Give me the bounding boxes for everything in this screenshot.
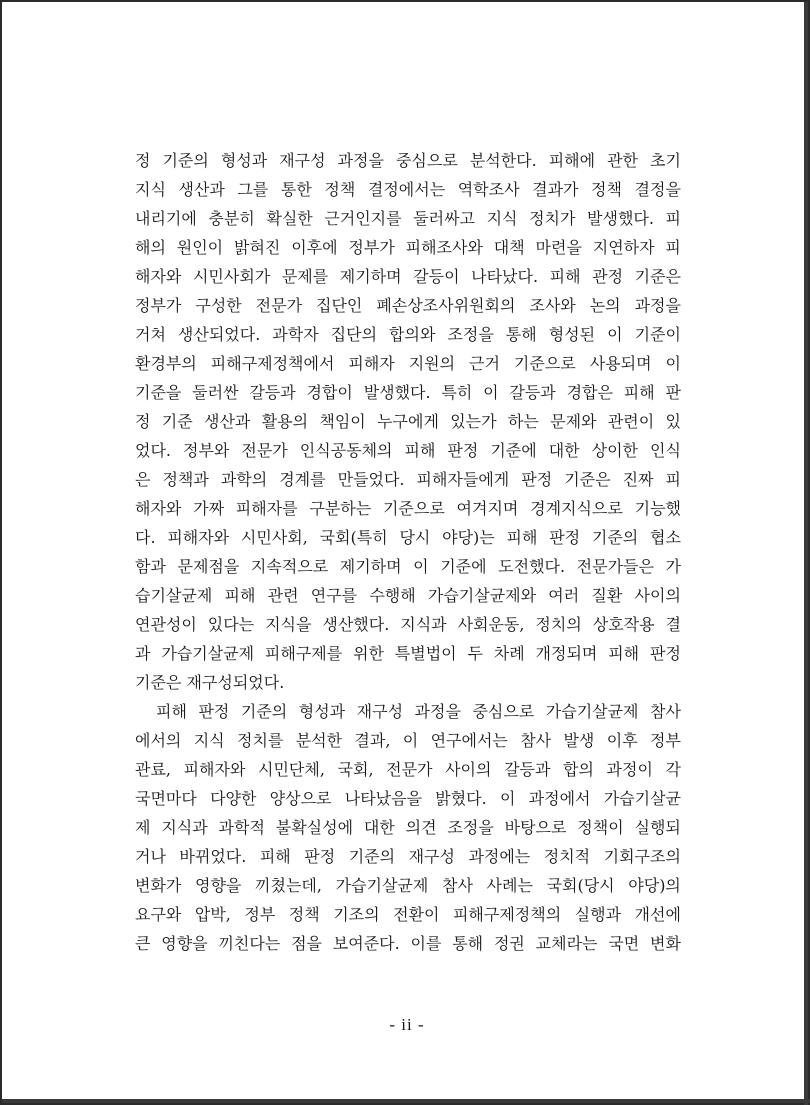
word: 관정 (592, 267, 624, 286)
word: 책임이 (319, 412, 366, 431)
word: 재구성 (356, 702, 404, 721)
text-line (135, 494, 681, 523)
word: 제기하며 (339, 267, 402, 286)
text-line (135, 262, 681, 291)
word: 과학자 (272, 325, 319, 344)
word: 정책 (288, 905, 320, 924)
word: 요구와 (135, 905, 182, 924)
word: 통해 (505, 325, 537, 344)
word: 각 (665, 760, 681, 779)
word: 특히 (441, 383, 473, 402)
word: 논의 (589, 296, 621, 315)
word: 관한 (607, 151, 639, 170)
word: 과정을 (414, 702, 461, 721)
word: 지속적으로 (250, 557, 329, 576)
word: 판정 (549, 528, 581, 547)
word: 변화가 (135, 876, 182, 895)
word: 정부가 (348, 238, 395, 257)
word: 정책 (591, 180, 622, 199)
word: 바탕으로 (504, 818, 567, 837)
word: 정권 (493, 934, 525, 953)
word: 내리기에 (135, 209, 197, 228)
word: 원인이 (176, 238, 224, 257)
word: 지원의 (408, 354, 456, 373)
word: 참사 (441, 876, 473, 895)
word: 대한 (548, 441, 580, 460)
word: 둘러싼 (192, 383, 239, 402)
word: 이 (499, 789, 516, 808)
word: 기조의 (333, 905, 380, 924)
word: 조정을 (447, 325, 494, 344)
word: 재구성 (279, 151, 326, 170)
text-line (135, 697, 681, 726)
word: 결정을 (634, 180, 681, 199)
word: 국회, (337, 760, 374, 779)
word: 가 (665, 557, 681, 576)
word: 습기살균제 (135, 586, 213, 605)
text-line (135, 842, 681, 871)
word: 정치를 (236, 731, 284, 750)
word: 그를 (237, 180, 269, 199)
word: 사이의 (445, 760, 492, 779)
word: 발생했다. (363, 383, 431, 402)
word: 지연하자 (592, 238, 655, 257)
word: 기준에 (490, 441, 537, 460)
word: 지식 (135, 180, 166, 199)
word: 불확실성에 (275, 818, 354, 837)
word: 정부와 (183, 441, 230, 460)
word: 생산과 (204, 412, 251, 431)
word: 피해자와 (167, 528, 230, 547)
word: 역학조사 (457, 180, 520, 199)
word: 기준으로 (513, 354, 576, 373)
word: 정부가 (135, 296, 182, 315)
word: 피해조사와 (405, 238, 483, 257)
word: 제기하며 (339, 557, 402, 576)
word: 진짜 (622, 470, 654, 489)
word: 피 (665, 238, 681, 257)
paragraph-1 (135, 146, 681, 697)
word: 정치가 (529, 209, 576, 228)
word: 과 (135, 644, 151, 663)
word: 조정을 (447, 818, 494, 837)
word: 과정을 (634, 296, 681, 315)
word: 문제를 (281, 267, 329, 286)
word: 차례 (493, 644, 525, 663)
text-line (135, 378, 681, 407)
word: 발생했다. (587, 209, 654, 228)
word: 사회운동, (457, 615, 525, 634)
word: 상호작용 (592, 615, 655, 634)
word: 기준이 (634, 325, 681, 344)
word: 끼친다는 (218, 934, 281, 953)
word: 정부 (650, 731, 681, 750)
word: 바뀌었다. (179, 847, 247, 866)
word: 정책과 (162, 470, 209, 489)
word: 피 (665, 209, 681, 228)
word: 양상으로 (269, 789, 332, 808)
paragraph-2 (135, 697, 681, 958)
word: 참사 (650, 702, 681, 721)
word: 결과, (354, 731, 391, 750)
word: 경계지식으로 (530, 499, 623, 518)
word: 국면 (608, 934, 640, 953)
word: 시민단체, (258, 760, 325, 779)
word: 형성된 (548, 325, 596, 344)
word: 위한 (353, 644, 384, 663)
word: 과정이 (606, 760, 653, 779)
word: 합의와 (389, 325, 436, 344)
word: 전문가 (386, 760, 433, 779)
word: 피해구제정책에서 (210, 354, 335, 373)
word: 기회구조의 (603, 847, 681, 866)
word: 이후에 (291, 238, 338, 257)
word: 대한 (363, 818, 395, 837)
word: 개정되며 (535, 644, 598, 663)
word: 경합은 (566, 383, 613, 402)
word: 은 (135, 470, 151, 489)
word: 피해자를 (235, 499, 298, 518)
word: 기준을 (135, 383, 182, 402)
word: 피해 (506, 528, 538, 547)
word: 판정 (649, 644, 681, 663)
word: 마련을 (535, 238, 582, 257)
word: 피 (665, 470, 681, 489)
word: 개선에 (634, 905, 681, 924)
word: 당시 (399, 528, 431, 547)
word: 지식과 (161, 818, 208, 837)
word: 질환 (591, 586, 623, 605)
word: 근거 (469, 354, 500, 373)
text-line (135, 204, 681, 233)
word: 대책 (493, 238, 525, 257)
text-line (135, 784, 681, 813)
word: 사례는 (486, 876, 533, 895)
text-line: 기준은 재구성되었다. (135, 673, 285, 692)
word: 이 (402, 731, 419, 750)
word: 분석한다. (469, 151, 537, 170)
text-line (135, 146, 681, 175)
text-line (135, 813, 681, 842)
word: 기능했 (634, 499, 681, 518)
word: 판정 (304, 847, 336, 866)
word: 도전했다. (498, 557, 566, 576)
word: 점을 (291, 934, 322, 953)
word: 기준으로 (382, 499, 445, 518)
text-line (135, 871, 681, 900)
word: 정 (135, 151, 151, 170)
word: 피해자들에게 (416, 470, 510, 489)
word: 갈등과 (504, 760, 551, 779)
word: 이를 (410, 934, 442, 953)
word: 기준에 (440, 557, 487, 576)
word: 협소 (650, 528, 681, 547)
word: 경합이 (306, 383, 353, 402)
word: 과정에는 (468, 847, 531, 866)
word: 결 (665, 615, 681, 634)
word: 다양한 (210, 789, 257, 808)
word: 기준 (161, 412, 193, 431)
word: 수행해 (369, 586, 416, 605)
word: 정치적 (543, 847, 591, 866)
word: 두 (467, 644, 483, 663)
word: 과학적 (218, 818, 265, 837)
word: 갈등이 (413, 267, 460, 286)
word: 피해구제를 (264, 644, 343, 663)
word: 가짜 (193, 499, 225, 518)
word: 제 (135, 818, 151, 837)
word: 생산되었다. (177, 325, 261, 344)
word: 실행과 (574, 905, 622, 924)
word: 전환이 (393, 905, 440, 924)
word: 중심으로 (472, 702, 535, 721)
word: 이 (483, 383, 499, 402)
word: 폐손상조사위원회의 (376, 296, 516, 315)
word: 시민사회가 (192, 267, 271, 286)
text-line (135, 610, 681, 639)
word: 가습기살균제와 (427, 586, 537, 605)
word: 해의 (135, 238, 166, 257)
word: 이후 (606, 731, 638, 750)
word: 야당)의 (628, 876, 681, 895)
text-line (135, 320, 681, 349)
word: 지식과 (400, 615, 447, 634)
word: 보여준다. (332, 934, 400, 953)
word: 만들었다. (337, 470, 405, 489)
word: 관료, (135, 760, 171, 779)
text-line (135, 291, 681, 320)
word: 여러 (548, 586, 580, 605)
word: 전문가들은 (576, 557, 654, 576)
word: 영향을 (161, 934, 208, 953)
word: 과학의 (220, 470, 268, 489)
word: 이 (607, 325, 623, 344)
word: 충분히 (208, 209, 255, 228)
word: 함과 (135, 557, 166, 576)
word: 다. (135, 528, 156, 547)
word: 의견 (405, 818, 437, 837)
word: 판 (665, 383, 681, 402)
word: 사이의 (634, 586, 681, 605)
word: 정책이 (577, 818, 624, 837)
text-line (135, 523, 681, 552)
word: 피해 (404, 441, 436, 460)
word: 밝혀진 (233, 238, 281, 257)
text-line (135, 755, 681, 784)
word: 가습기살균 (603, 789, 681, 808)
word: 거쳐 (135, 325, 166, 344)
page-edge-bottom (2, 1099, 810, 1103)
word: 국회(특히 (319, 528, 388, 547)
word: 피해 (156, 702, 187, 721)
word: 환경부의 (135, 354, 197, 373)
word: 가습기살균제 (545, 702, 639, 721)
word: 해자와 (135, 267, 182, 286)
word: 피해 (549, 267, 581, 286)
word: 국회(당시 (546, 876, 615, 895)
word: 초기 (650, 151, 681, 170)
text-line (135, 407, 681, 436)
word: 재구성 (408, 847, 455, 866)
word: 이 (665, 354, 681, 373)
word: 둘러싸고 (413, 209, 475, 228)
word: 생산했다. (322, 615, 390, 634)
word: 실행되 (634, 818, 681, 837)
word: 기준의 (591, 528, 639, 547)
word: 전문가 (255, 296, 303, 315)
word: 하는 (507, 412, 539, 431)
word: 집단의 (330, 325, 378, 344)
word: 거나 (135, 847, 166, 866)
word: 나타났다. (471, 267, 539, 286)
word: 시민사회, (240, 528, 308, 547)
word: 과정을 (337, 151, 384, 170)
word: 국면마다 (135, 789, 197, 808)
word: 결과가 (532, 180, 579, 199)
text-line (135, 436, 681, 465)
word: 중심으로 (395, 151, 458, 170)
word: 구성한 (195, 296, 242, 315)
word: 인식공동체의 (299, 441, 393, 460)
word: 에서의 (135, 731, 182, 750)
word: 활용의 (261, 412, 309, 431)
word: 큰 (135, 934, 151, 953)
word: 집단인 (315, 296, 363, 315)
text-line (135, 233, 681, 262)
word: 피해 (623, 383, 655, 402)
page-number: - ii - (389, 1015, 425, 1034)
word: 판정 (198, 702, 230, 721)
word: 여겨지며 (456, 499, 519, 518)
word: 관련 (267, 586, 299, 605)
word: 피해 (224, 586, 256, 605)
word: 경계를 (279, 470, 326, 489)
word: 영향을 (195, 876, 242, 895)
word: 구분하는 (309, 499, 372, 518)
word: 지식 (193, 731, 225, 750)
word: 인식 (650, 441, 681, 460)
word: 피해에 (548, 151, 596, 170)
word: 형성과 (298, 702, 346, 721)
word: 참사 (520, 731, 552, 750)
word: 정치의 (535, 615, 582, 634)
word: 가습기살균제 (161, 644, 255, 663)
word: 연구를 (310, 586, 358, 605)
word: 생산과 (178, 180, 225, 199)
word: 연관성이 (135, 615, 197, 634)
body-text (135, 146, 681, 958)
word: 피해 (259, 847, 291, 866)
text-line (135, 900, 681, 929)
word: 기준은 (634, 267, 681, 286)
word: 정책 (324, 180, 356, 199)
word: 있 (665, 412, 681, 431)
word: 상이한 (591, 441, 639, 460)
text-line (135, 929, 681, 958)
word: 확실한 (266, 209, 313, 228)
word: 있다는 (207, 615, 255, 634)
word: 발생 (563, 731, 595, 750)
word: 피해 (608, 644, 640, 663)
word: 과정에서 (528, 789, 591, 808)
word: 합의 (563, 760, 594, 779)
word: 이 (413, 557, 429, 576)
word: 기준의 (348, 847, 396, 866)
text-line (135, 349, 681, 378)
page-edge-right (804, 2, 808, 1105)
word: 교체라는 (535, 934, 598, 953)
word: 기준의 (162, 151, 209, 170)
word: 나타났음을 (344, 789, 423, 808)
word: 지식 (486, 209, 518, 228)
word: 형성과 (220, 151, 268, 170)
word: 피해자 (348, 354, 395, 373)
word: 정부 (244, 905, 276, 924)
word: 야당)는 (442, 528, 495, 547)
word: 통한 (280, 180, 312, 199)
word: 었다. (135, 441, 171, 460)
word: 변화 (650, 934, 681, 953)
word: 판정 (447, 441, 479, 460)
word: 통해 (452, 934, 484, 953)
word: 기준은 (564, 470, 611, 489)
word: 문제와 (550, 412, 597, 431)
word: 지식을 (265, 615, 312, 634)
text-line (135, 581, 681, 610)
word: 해자와 (135, 499, 182, 518)
word: 밝혔다. (435, 789, 487, 808)
text-line (135, 639, 681, 668)
text-line (135, 552, 681, 581)
word: 피해구제정책의 (452, 905, 562, 924)
text-line (135, 465, 681, 494)
word: 갈등과 (249, 383, 296, 402)
word: 근거인지를 (324, 209, 402, 228)
word: 끼쳤는데, (255, 876, 322, 895)
word: 관련이 (607, 412, 655, 431)
word: 가습기살균제 (335, 876, 429, 895)
text-line (135, 175, 681, 204)
word: 있는가 (450, 412, 497, 431)
word: 압박, (194, 905, 231, 924)
word: 전문가 (241, 441, 288, 460)
word: 조사와 (529, 296, 576, 315)
word: 분석한 (295, 731, 343, 750)
word: 피해자와 (183, 760, 246, 779)
word: 연구에서는 (430, 731, 508, 750)
word: 사용되며 (589, 354, 652, 373)
word: 특별법이 (394, 644, 457, 663)
word: 정 (135, 412, 151, 431)
word: 갈등과 (509, 383, 556, 402)
word: 결정에서는 (367, 180, 446, 199)
word: 누구에게 (377, 412, 439, 431)
word: 판정 (521, 470, 553, 489)
word: 문제점을 (177, 557, 240, 576)
word: 기준의 (240, 702, 288, 721)
text-line (135, 726, 681, 755)
